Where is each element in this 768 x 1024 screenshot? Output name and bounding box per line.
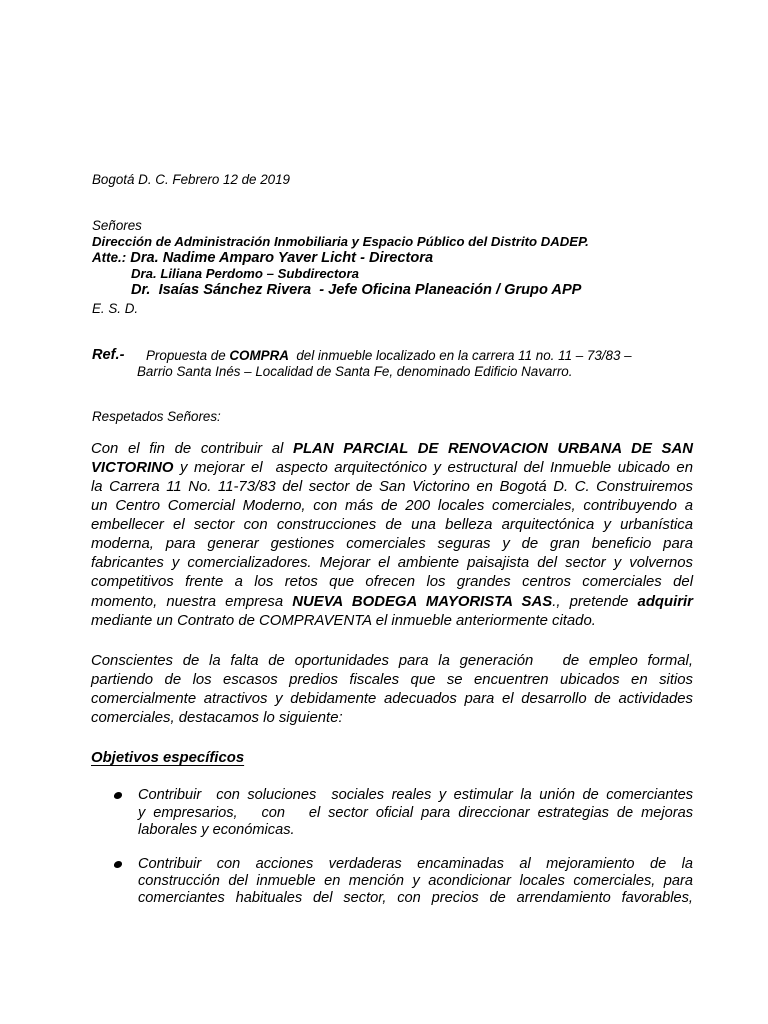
atte-label: Atte.:	[92, 250, 127, 265]
p2-line: Conscientes de la falta de oportunidades para la generación de empleo formal,	[91, 653, 693, 669]
salutation: Señores	[92, 218, 142, 233]
p2-line: comerciales, destacamos lo siguiente:	[91, 710, 343, 726]
plan-parcial-title: PLAN PARCIAL DE RENOVACION URBANA DE SAN	[293, 441, 693, 457]
bullet-1-line: Contribuir con soluciones sociales reales y estimular la unión de comerciantes	[138, 787, 693, 803]
recipient-entity: Dirección de Administración Inmobiliaria y Espacio Público del Distrito DADEP.	[92, 234, 589, 249]
ref-compra: COMPRA	[229, 348, 289, 363]
bullet-2-line: construcción del inmueble en mención y acondicionar locales comerciales, para	[138, 873, 693, 889]
p1-text: Con el fin de contribuir al	[91, 441, 294, 457]
company-name: NUEVA BODEGA MAYORISTA SAS	[292, 594, 553, 610]
p1-line: fabricantes y comercializadores. Mejorar el ambiente paisajista del sector y volvernos	[91, 555, 693, 571]
bullet-1-line: y empresarios, con el sector oficial para direccionar estrategias de mejoras	[138, 805, 693, 821]
recipient-subdirector: Dra. Liliana Perdomo – Subdirectora	[131, 266, 359, 281]
bullet-icon	[113, 792, 122, 799]
p1-line	[91, 593, 693, 611]
p1-line: un Centro Comercial Moderno, con más de 200 locales comerciales, contribuyendo a	[91, 498, 693, 514]
p2-line: comercialmente atractivos y debidamente adecuados para el desarrollo de actividades	[91, 691, 693, 707]
p1-line: moderna, para generar gestiones comerciales seguras y de gran beneficio para	[91, 536, 693, 552]
ref-text-a: Propuesta de	[146, 348, 230, 363]
p1-line: competitivos frente a los retos que ofrecen los grandes centros comerciales del	[91, 574, 693, 590]
p1-text: momento, nuestra empresa	[91, 594, 293, 610]
bullet-2-line: comerciantes habituales del sector, con precios de arrendamiento favorables,	[138, 890, 693, 906]
bullet-2-line: Contribuir con acciones verdaderas encaminadas al mejoramiento de la	[138, 856, 693, 872]
ref-text-c: del inmueble localizado en la carrera 11 no. 11 – 73/83 –	[288, 348, 632, 363]
ref-line-2: Barrio Santa Inés – Localidad de Santa Fe, denominado Edificio Navarro.	[137, 364, 573, 379]
objectives-heading	[91, 749, 244, 767]
atte-name: Dra. Nadime Amparo Yaver Licht - Directora	[126, 250, 434, 266]
p1-line	[91, 459, 693, 477]
p2-line: partiendo de los escasos predios fiscales que se encuentren ubicados en sitios	[91, 672, 693, 688]
p1-line: la Carrera 11 No. 11-73/83 del sector de San Victorino en Bogotá D. C. Construiremos	[91, 479, 693, 495]
ref-line-1	[146, 348, 693, 364]
p1-text: y mejorar el aspecto arquitectónico y estructural del Inmueble ubicado en	[173, 460, 693, 476]
p1-text: ., pretende	[552, 594, 638, 610]
ref-label: Ref.-	[92, 347, 125, 363]
p1-line	[91, 440, 693, 458]
attention-line	[92, 250, 433, 266]
esd-line: E. S. D.	[92, 301, 139, 316]
bullet-icon	[113, 861, 122, 868]
bullet-1-line: laborales y económicas.	[138, 822, 295, 838]
recipient-planning-head: Dr. Isaías Sánchez Rivera - Jefe Oficina Planeación / Grupo APP	[131, 282, 582, 298]
objectives-heading-text: Objetivos específicos	[91, 750, 245, 766]
letter-date: Bogotá D. C. Febrero 12 de 2019	[92, 172, 291, 187]
greeting: Respetados Señores:	[92, 409, 221, 424]
p1-line: mediante un Contrato de COMPRAVENTA el inmueble anteriormente citado.	[91, 613, 596, 629]
victorino-bold: VICTORINO	[91, 460, 174, 476]
p1-line: embellecer el sector con construcciones de una belleza arquitectónica y urbanística	[91, 517, 693, 533]
adquirir-bold: adquirir	[637, 594, 693, 610]
